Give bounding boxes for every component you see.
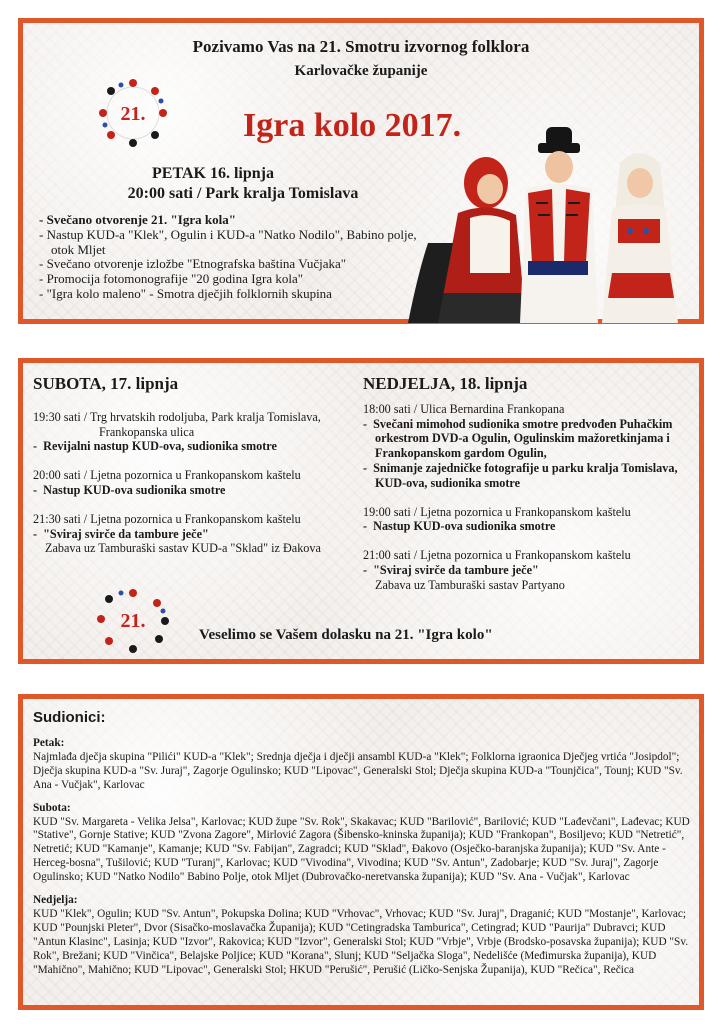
dancer-left — [408, 157, 526, 323]
entry-item: - "Sviraj svirče da tambure ječe" — [33, 526, 209, 541]
weekend-program-panel — [18, 358, 704, 664]
dancer-right — [602, 153, 678, 323]
saturday-column — [33, 374, 363, 570]
entry-time-cont: Frankopanska ulica — [99, 424, 195, 439]
entry-time: 21:30 sati / Ljetna pozornica u Frankopanskom kaštelu — [33, 511, 301, 526]
participants-body — [33, 737, 697, 987]
sunday-title: NEDJELJA, 18. lipnja — [363, 374, 528, 393]
entry-sub: Zabava uz Tamburaški sastav KUD-a "Sklad" iz Đakova — [45, 541, 321, 556]
sunday-participants — [33, 894, 697, 977]
participants-title: Sudionici: — [33, 709, 106, 726]
group-text: Najmlađa dječja skupina "Pilići" KUD-a "Klek"; Srednja dječja i dječji ansambl KUD-a "Klek"; Folklorna igraonica Dječjeg vrtića "Josipdol"; Dječja skupina KUD-a "Sv. Juraj", Zagorje Ogulinsko; KUD "Lipovac", Generalski Stol; Dječja skupina KUD-a "Tounjčica", Tounj; KUD "Sv. Ana - Vučjak", Karlovac — [33, 750, 683, 791]
saturday-title: SUBOTA, 17. lipnja — [33, 374, 179, 393]
welcome-message: Veselimo se Vašem dolasku na 21. "Igra kolo" — [199, 627, 493, 643]
sunday-entry — [363, 505, 697, 535]
festival-logo-icon — [93, 73, 173, 153]
entry-sub: Zabava uz Tamburaški sastav Partyano — [375, 577, 565, 592]
entry-item: - Revijalni nastup KUD-ova, sudionika smotre — [33, 439, 277, 454]
friday-date: PETAK 16. lipnja — [152, 165, 274, 182]
dancer-center — [520, 127, 598, 323]
program-item: - Svečano otvorenje izložbe "Etnografska baština Vučjaka" — [39, 257, 429, 272]
festival-title: Igra kolo 2017. — [243, 107, 462, 144]
entry-time: 19:30 sati / Trg hrvatskih rodoljuba, Park kralja Tomislava, — [33, 409, 321, 424]
folk-costume-photo — [398, 123, 698, 323]
festival-logo — [93, 73, 173, 153]
saturday-entry — [33, 410, 363, 454]
entry-item: - Svečani mimohod sudionika smotre predvođen Puhačkim orkestrom DVD-a Ogulin, Ogulinskim mažoretkinjama i Frankopanskom gardom Ogulin, — [363, 416, 673, 461]
program-item: - Svečano otvorenje 21. "Igra kola" — [39, 213, 429, 228]
saturday-entry — [33, 468, 363, 498]
group-label: Nedjelja: — [33, 894, 78, 907]
entry-item: - Nastup KUD-ova sudionika smotre — [33, 482, 226, 497]
logo-number: 21. — [120, 610, 146, 632]
friday-time-place: 20:00 sati / Park kralja Tomislava — [127, 185, 359, 202]
entry-item: - "Sviraj svirče da tambure ječe" — [363, 562, 539, 577]
group-text: KUD "Klek", Ogulin; KUD "Sv. Antun", Pokupska Dolina; KUD "Vrhovac", Vrhovac; KUD "Sv. Juraj", Draganić; KUD "Mostanje", Karlovac; KUD "Pounjski Pleter", Dvor (Sisačko-moslavačka Županija); KUD "Cetingradska Tamburica", Cetingrad; KUD "Paurija" Dubravci; KUD "Antun Klasinc", Lasinja; KUD "Izvor", Rakovica; KUD "Izvor", Generalski Stol; KUD "Vrbje", Vrbje (Brodsko-posavska županija); KUD "Sv. Rok", Brežani; KUD "Vinčica", Belajske Poljice; KUD "Korana", Slunj; KUD "Seljačka Sloga", Nedelišće (Međimurska županija), KUD "Mahično", Mahično; KUD "Lipovac", Generalski Stol; HKUD "Perušić", Perušić (Ličko-Senjska Županija), KUD "Rečica", Rečica — [33, 907, 689, 976]
entry-item: - Nastup KUD-ova sudionika smotre — [363, 519, 556, 534]
invitation-line-1: Pozivamo Vas na 21. Smotru izvornog folklora — [192, 37, 530, 56]
saturday-participants — [33, 802, 697, 885]
program-item: - Nastup KUD-a "Klek", Ogulin i KUD-a "Natko Nodilo", Babino polje, otok Mljet — [39, 228, 429, 258]
festival-logo-icon — [93, 585, 173, 655]
sunday-entry — [363, 548, 697, 592]
participants-panel — [18, 694, 704, 1010]
sunday-column — [363, 374, 697, 607]
group-label: Petak: — [33, 737, 65, 749]
opening-night-panel — [18, 18, 704, 324]
friday-participants — [33, 737, 697, 793]
entry-item: - Snimanje zajedničke fotografije u parku kralja Tomislava, KUD-ova, sudionika smotre — [363, 460, 678, 490]
group-text: KUD "Sv. Margareta - Velika Jelsa", Karlovac; KUD župe "Sv. Rok", Skakavac; KUD "Barilović", Barilović; KUD "Lađevčani", Lađevac; KUD "Stative", Gornje Stative; KUD "Zvona Zagore", Mirlović Zagora (Šibensko-kninska županija); KUD "Frankopan", Bosiljevo; KUD "Netretić", Netretić; KUD "Kamanje", Kamanje; KUD "Sv. Fabijan", Zagradci; KUD "Sklad", Đakovo (Osječko-baranjska županija); KUD "Sv. Ante - Herceg-bosna", Tušilović; KUD "Turanj", Karlovac; KUD "Vivodina", Vivodina; KUD "Sv. Antun", Zadobarje; KUD "Sv. Juraj", Zagorje Ogulinsko; KUD "Natko Nodilo" Babino Polje, otok Mljet (Dubrovačko-neretvanska županija); KUD "Sv. Ana - Vučjak", Karlovac — [33, 815, 690, 884]
program-item: - Promocija fotomonografije "20 godina Igra kola" — [39, 272, 429, 287]
group-label: Subota: — [33, 801, 71, 814]
invitation-line-2: Karlovačke županije — [294, 63, 428, 79]
entry-time: 18:00 sati / Ulica Bernardina Frankopana — [363, 401, 565, 416]
friday-program-list — [39, 213, 429, 302]
sunday-entry — [363, 402, 697, 491]
program-item: - "Igra kolo maleno" - Smotra dječjih folklornih skupina — [39, 287, 429, 302]
entry-time: 19:00 sati / Ljetna pozornica u Frankopanskom kaštelu — [363, 504, 631, 519]
logo-number: 21. — [120, 103, 146, 125]
entry-time: 21:00 sati / Ljetna pozornica u Frankopanskom kaštelu — [363, 548, 631, 563]
entry-time: 20:00 sati / Ljetna pozornica u Frankopanskom kaštelu — [33, 468, 301, 483]
saturday-entry — [33, 512, 363, 556]
festival-logo — [93, 585, 173, 655]
